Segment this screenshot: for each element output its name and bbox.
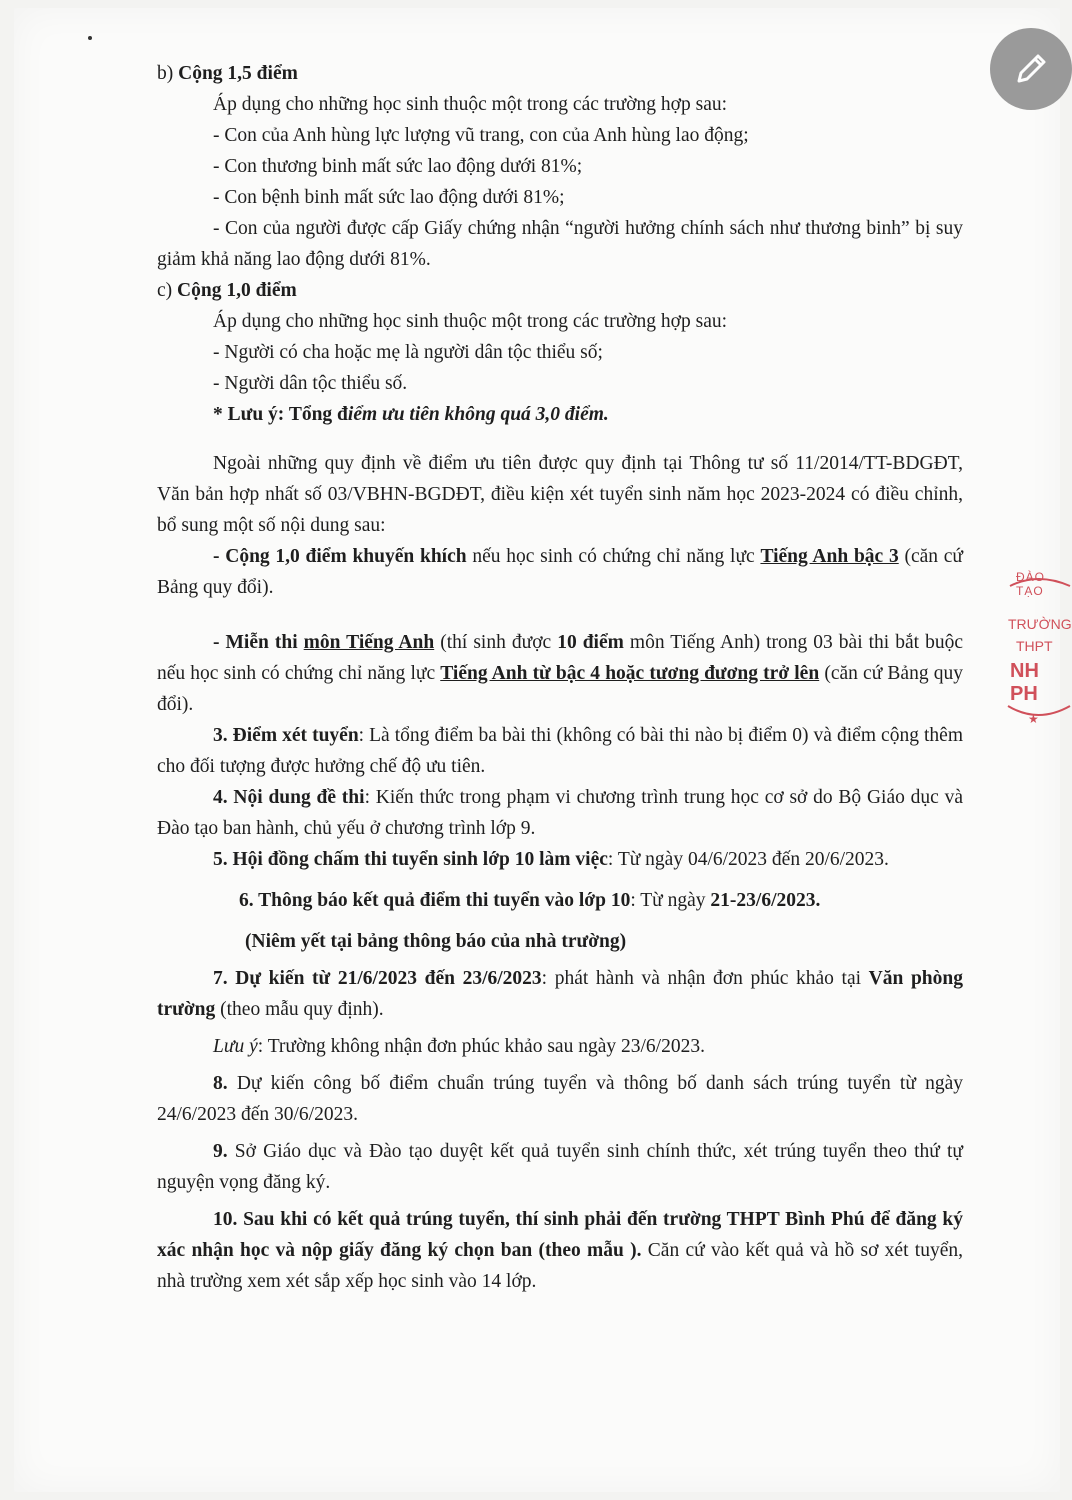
list-item: - Người dân tộc thiểu số.: [213, 373, 408, 394]
document-body: [157, 58, 963, 1297]
scan-speck: [88, 36, 92, 40]
list-item: - Con của Anh hùng lực lượng vũ trang, con của Anh hùng lao động;: [213, 125, 749, 146]
seal-arc-text: ĐÀO TẠO: [1016, 570, 1046, 598]
pencil-icon: [1011, 49, 1051, 89]
list-item: - Con thương binh mất sức lao động dưới 81%;: [213, 156, 583, 177]
item-6-results-announcement: 6. Thông báo kết quả điểm thi tuyển vào lớp 10: Từ ngày 21-23/6/2023.: [239, 890, 821, 911]
exempt-english-exam: - Miễn thi môn Tiếng Anh (thí sinh được 10 điểm môn Tiếng Anh) trong 03 bài thi bắt buộc nếu học sinh có chứng chỉ năng lực Tiếng Anh từ bậc 4 hoặc tương đương trở lên (căn cứ Bảng quy đổi).: [157, 632, 963, 715]
edit-button[interactable]: [990, 28, 1072, 110]
paragraph: Áp dụng cho những học sinh thuộc một trong các trường hợp sau:: [213, 311, 728, 332]
item-9-approval: 9. Sở Giáo dục và Đào tạo duyệt kết quả tuyển sinh chính thức, xét trúng tuyển theo thứ tự nguyện vọng đăng ký.: [157, 1141, 963, 1193]
section-c-heading: c) Cộng 1,0 điểm: [157, 280, 297, 301]
item-5-grading-council: 5. Hội đồng chấm thi tuyển sinh lớp 10 làm việc: Từ ngày 04/6/2023 đến 20/6/2023.: [213, 849, 889, 870]
seal-text: TRƯỜNG: [1008, 616, 1072, 632]
list-item: - Người có cha hoặc mẹ là người dân tộc thiểu số;: [213, 342, 603, 363]
list-item: - Con của người được cấp Giấy chứng nhận “người hưởng chính sách như thương binh” bị suy giảm khả năng lao động dưới 81%.: [157, 218, 963, 270]
seal-text: NH PH: [1010, 660, 1039, 705]
item-4-exam-content: 4. Nội dung đề thi: Kiến thức trong phạm vi chương trình trung học cơ sở do Bộ Giáo dục và Đào tạo ban hành, chủ yếu ở chương trình lớp 9.: [157, 787, 963, 839]
item-10-enrollment: 10. Sau khi có kết quả trúng tuyển, thí sinh phải đến trường THPT Bình Phú để đăng ký xác nhận học và nộp giấy đăng ký chọn ban (theo mẫu ). Căn cứ vào kết quả và hồ sơ xét tuyển, nhà trường xem xét sắp xếp học sinh vào 14 lớp.: [157, 1209, 963, 1292]
item-8-cutoff: 8. Dự kiến công bố điểm chuẩn trúng tuyển và thông bố danh sách trúng tuyển từ ngày 24/6/2023 đến 30/6/2023.: [157, 1073, 963, 1125]
posting-note: (Niêm yết tại bảng thông báo của nhà trường): [245, 931, 627, 952]
paragraph: Áp dụng cho những học sinh thuộc một trong các trường hợp sau:: [213, 94, 728, 115]
list-item: - Con bệnh binh mất sức lao động dưới 81%;: [213, 187, 565, 208]
school-seal: [998, 566, 1072, 736]
seal-star-icon: ★: [1028, 712, 1039, 726]
seal-text: THPT: [1016, 638, 1053, 654]
bonus-english-level3: - Cộng 1,0 điểm khuyến khích nếu học sinh có chứng chỉ năng lực Tiếng Anh bậc 3 (căn cứ Bảng quy đổi).: [157, 546, 963, 598]
section-b-heading: b) Cộng 1,5 điểm: [157, 63, 298, 84]
paragraph: Ngoài những quy định về điểm ưu tiên được quy định tại Thông tư số 11/2014/TT-BDGĐT, Văn bản hợp nhất số 03/VBHN-BGDĐT, điều kiện xét tuyển sinh năm học 2023-2024 có điều chỉnh, bổ sung một số nội dung sau:: [157, 453, 963, 536]
item-3-admission-score: 3. Điểm xét tuyển: Là tổng điểm ba bài thi (không có bài thi nào bị điểm 0) và điểm cộng thêm cho đối tượng được hưởng chế độ ưu tiên.: [157, 725, 963, 777]
item-7-appeal: 7. Dự kiến từ 21/6/2023 đến 23/6/2023: phát hành và nhận đơn phúc khảo tại Văn phòng trường (theo mẫu quy định).: [157, 968, 963, 1020]
appeal-note: Lưu ý: Trường không nhận đơn phúc khảo sau ngày 23/6/2023.: [213, 1036, 705, 1057]
note-priority-cap: * Lưu ý: Tổng điểm ưu tiên không quá 3,0 điểm.: [213, 404, 609, 425]
